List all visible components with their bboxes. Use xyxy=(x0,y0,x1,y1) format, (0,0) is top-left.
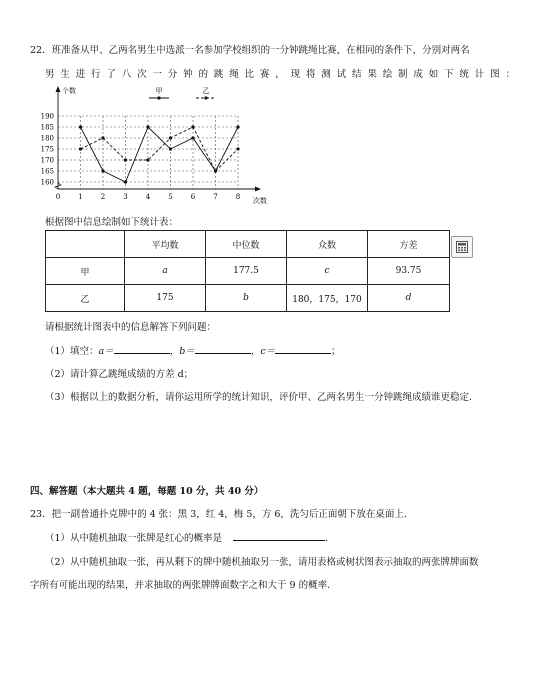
table-cell: 180，175，170 xyxy=(287,285,368,312)
chart-legend xyxy=(149,87,216,100)
blank-c[interactable] xyxy=(275,344,331,354)
data-point xyxy=(79,125,82,128)
y-tick-label: 180 xyxy=(40,134,54,143)
x-tick-label: 7 xyxy=(213,193,218,201)
chart-ticks xyxy=(41,113,241,202)
x-tick-label: 6 xyxy=(190,193,196,201)
q22-part1 xyxy=(45,343,341,357)
legend-label: 甲 xyxy=(155,87,163,95)
y-tick-label: 170 xyxy=(40,156,54,165)
table-row xyxy=(46,285,450,312)
table-header-cell: 众数 xyxy=(287,231,368,258)
blank-a-label: a＝ xyxy=(98,346,114,357)
jump-rope-line-chart xyxy=(25,84,285,209)
table-cell: b xyxy=(206,285,287,312)
data-point xyxy=(124,180,127,183)
data-point xyxy=(101,169,104,172)
q22-prompt: 请根据统计图表中的信息解答下列问题： xyxy=(45,322,217,333)
part1-end: ； xyxy=(331,346,341,357)
blank-b-label: ，b＝ xyxy=(169,346,195,357)
data-point xyxy=(169,136,172,139)
table-cell: 175 xyxy=(125,285,206,312)
data-point xyxy=(146,158,149,161)
q23-line1: 23．把一副普通扑克牌中的 4 张：黑 3，红 4，梅 5，方 6，洗匀后正面朝下放在桌面上. xyxy=(30,509,407,520)
q22-line1: 22．班准备从甲、乙两名男生中选派一名参加学校组织的一分钟跳绳比赛，在相同的条件下，分别对两名 xyxy=(30,45,470,56)
table-cell: a xyxy=(125,258,206,285)
x-axis-arrow xyxy=(255,187,261,192)
data-point xyxy=(169,147,172,150)
blank-b[interactable] xyxy=(195,344,251,354)
q22-part3: （3）根据以上的数据分析，请你运用所学的统计知识，评价甲、乙两名男生一分钟跳绳成绩谁更稳定. xyxy=(45,392,473,403)
series-line-甲 xyxy=(81,127,239,182)
q22-part2: （2）请计算乙跳绳成绩的方差 d； xyxy=(45,369,194,380)
table-header-cell: 中位数 xyxy=(206,231,287,258)
x-tick-label: 1 xyxy=(78,193,83,201)
x-tick-label: 5 xyxy=(168,193,173,201)
y-axis-arrow xyxy=(56,86,61,92)
x-tick-label: 2 xyxy=(100,193,106,201)
data-point xyxy=(236,125,239,128)
legend-marker xyxy=(157,96,160,99)
table-cell: 93.75 xyxy=(368,258,450,285)
q23-part2-line2: 字所有可能出现的结果，并求抽取的两张牌牌面数字之和大于 9 的概率. xyxy=(30,580,331,591)
legend-label: 乙 xyxy=(202,87,210,95)
table-cell: 乙 xyxy=(46,285,125,312)
blank-a[interactable] xyxy=(114,344,170,354)
y-tick-label: 165 xyxy=(40,167,54,176)
q22-line2: 男生进行了八次一分钟的跳绳比赛，现将测试结果绘制成如下统计图： xyxy=(45,69,515,80)
x-tick-label: 8 xyxy=(235,193,241,201)
y-axis-label: 个数 xyxy=(62,87,76,95)
chart-series xyxy=(79,125,240,183)
table-cell: d xyxy=(368,285,450,312)
chart-axes xyxy=(55,86,261,192)
y-tick-label: 175 xyxy=(40,145,54,154)
table-header-row xyxy=(46,231,450,258)
part1-label: （1）填空： xyxy=(45,346,99,357)
blank-probability[interactable] xyxy=(233,531,325,541)
data-point xyxy=(101,136,104,139)
x-tick-label: 4 xyxy=(145,193,151,201)
q23-part1-end: . xyxy=(325,533,329,544)
table-header-cell: 方差 xyxy=(368,231,450,258)
y-tick-label: 160 xyxy=(40,178,54,187)
table-intro: 根据图中信息绘制如下统计表： xyxy=(45,217,179,228)
table-header-cell xyxy=(46,231,125,258)
q23-part2-line1: （2）从中随机抽取一张，再从剩下的牌中随机抽取另一张，请用表格或树状图表示抽取的两张牌牌面数 xyxy=(45,557,479,568)
q23-part1 xyxy=(45,530,328,544)
calculator-icon[interactable] xyxy=(451,236,473,258)
table-cell: 甲 xyxy=(46,258,125,285)
legend-marker xyxy=(204,96,207,99)
data-point xyxy=(191,136,194,139)
data-point xyxy=(236,147,239,150)
table-cell: c xyxy=(287,258,368,285)
data-point xyxy=(191,125,194,128)
table-header-cell: 平均数 xyxy=(125,231,206,258)
data-point xyxy=(124,158,127,161)
data-point xyxy=(214,169,217,172)
table-cell: 177.5 xyxy=(206,258,287,285)
stats-table xyxy=(45,230,450,312)
x-tick-label: 0 xyxy=(55,193,61,201)
x-axis-label: 次数 xyxy=(253,197,267,205)
blank-c-label: ，c＝ xyxy=(250,346,276,357)
y-tick-label: 185 xyxy=(40,123,54,132)
x-tick-label: 3 xyxy=(123,193,128,201)
data-point xyxy=(79,147,82,150)
q23-part1-text: （1）从中随机抽取一张牌是红心的概率是 xyxy=(45,533,223,544)
data-point xyxy=(146,125,149,128)
table-row xyxy=(46,258,450,285)
y-tick-label: 190 xyxy=(40,112,54,121)
section4-title: 四、解答题（本大题共 4 题，每题 10 分，共 40 分） xyxy=(30,486,264,497)
